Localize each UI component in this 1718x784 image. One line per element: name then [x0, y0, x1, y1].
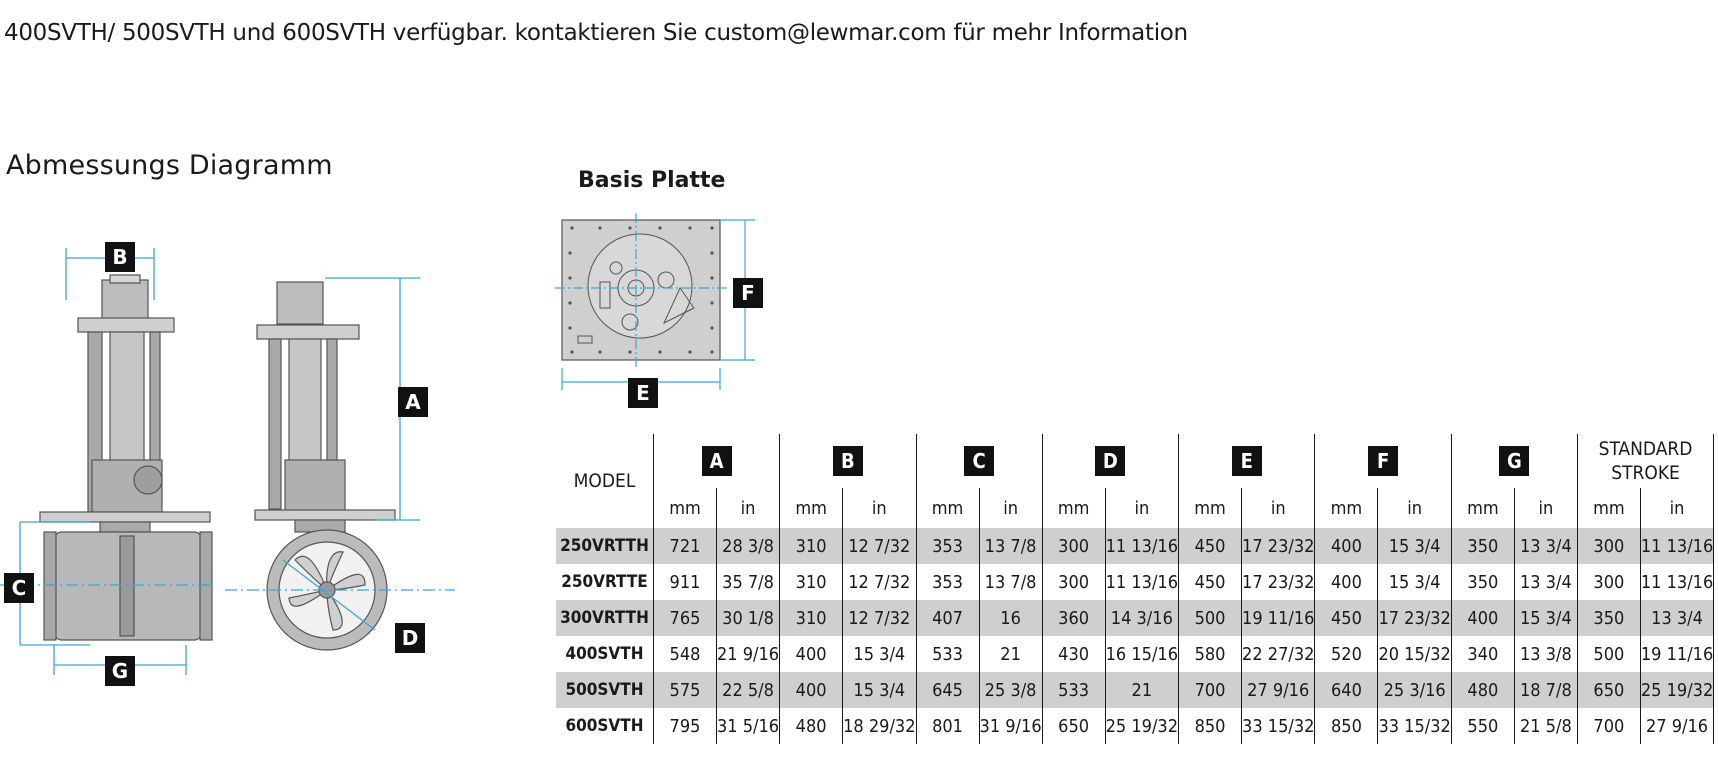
- column-group-standard-stroke: STANDARD STROKE: [1577, 434, 1713, 488]
- value-mm-cell: 400: [1451, 600, 1514, 636]
- value-in-cell: 25 19/32: [1105, 708, 1178, 744]
- value-in-cell: 11 13/16: [1105, 528, 1178, 564]
- column-group-e: E: [1179, 434, 1315, 488]
- value-in-cell: 33 15/32: [1378, 708, 1451, 744]
- value-mm-cell: 640: [1315, 672, 1378, 708]
- value-mm-cell: 645: [916, 672, 979, 708]
- model-header: MODEL: [573, 470, 636, 492]
- model-cell: 250VRTTE: [561, 572, 648, 592]
- unit-mm-header: mm: [1042, 488, 1105, 528]
- value-mm-cell: 700: [1577, 708, 1640, 744]
- value-in-cell: 11 13/16: [1105, 564, 1178, 600]
- value-mm-cell: 480: [1451, 672, 1514, 708]
- unit-mm-header: mm: [654, 488, 717, 528]
- value-mm-cell: 300: [1577, 564, 1640, 600]
- column-group-a: A: [654, 434, 780, 488]
- dimension-label-d: D: [395, 623, 425, 653]
- unit-header-row: [556, 488, 1714, 528]
- unit-in-header: in: [1242, 488, 1315, 528]
- value-mm-cell: 353: [916, 564, 979, 600]
- section-title: Abmessungs Diagramm: [6, 150, 333, 181]
- value-mm-cell: 360: [1042, 600, 1105, 636]
- value-mm-cell: 850: [1179, 708, 1242, 744]
- value-in-cell: 13 3/8: [1514, 636, 1577, 672]
- model-cell: 250VRTTH: [556, 528, 654, 564]
- value-mm-cell: 500: [1577, 636, 1640, 672]
- unit-in-header: in: [1514, 488, 1577, 528]
- value-in-cell: 11 13/16: [1640, 564, 1713, 600]
- value-in-cell: 13 3/4: [1514, 528, 1577, 564]
- unit-in-header: in: [1378, 488, 1451, 528]
- unit-in-header: in: [979, 488, 1042, 528]
- column-group-b: B: [780, 434, 916, 488]
- unit-mm-header: mm: [780, 488, 843, 528]
- value-mm-cell: 548: [654, 636, 717, 672]
- value-in-cell: 12 7/32: [843, 528, 916, 564]
- value-mm-cell: 350: [1451, 528, 1514, 564]
- thruster-side-view: [255, 270, 455, 690]
- availability-note: 400SVTH/ 500SVTH und 600SVTH verfügbar. kontaktieren Sie custom@lewmar.com für mehr Information: [4, 20, 1188, 46]
- value-in-cell: 15 3/4: [1378, 564, 1451, 600]
- value-mm-cell: 533: [1042, 672, 1105, 708]
- dimension-label-c: C: [4, 573, 34, 603]
- value-in-cell: 19 11/16: [1242, 600, 1315, 636]
- value-mm-cell: 350: [1451, 564, 1514, 600]
- value-in-cell: 16: [979, 600, 1042, 636]
- value-in-cell: 33 15/32: [1242, 708, 1315, 744]
- unit-mm-header: mm: [1577, 488, 1640, 528]
- value-mm-cell: 450: [1179, 528, 1242, 564]
- value-mm-cell: 850: [1315, 708, 1378, 744]
- model-cell: 500SVTH: [556, 672, 654, 708]
- value-mm-cell: 533: [916, 636, 979, 672]
- value-in-cell: 25 19/32: [1640, 672, 1713, 708]
- value-mm-cell: 450: [1179, 564, 1242, 600]
- value-mm-cell: 300: [1577, 528, 1640, 564]
- unit-in-header: in: [1640, 488, 1713, 528]
- value-in-cell: 17 23/32: [1242, 564, 1315, 600]
- value-mm-cell: 400: [1315, 528, 1378, 564]
- value-in-cell: 27 9/16: [1640, 708, 1713, 744]
- unit-in-header: in: [843, 488, 916, 528]
- dimension-label-b: B: [105, 242, 135, 272]
- unit-mm-header: mm: [1451, 488, 1514, 528]
- value-mm-cell: 310: [780, 600, 843, 636]
- value-mm-cell: 575: [654, 672, 717, 708]
- value-in-cell: 27 9/16: [1242, 672, 1315, 708]
- column-group-g: G: [1451, 434, 1577, 488]
- value-in-cell: 22 5/8: [717, 672, 780, 708]
- value-mm-cell: 700: [1179, 672, 1242, 708]
- value-mm-cell: 580: [1179, 636, 1242, 672]
- value-in-cell: 31 9/16: [979, 708, 1042, 744]
- value-in-cell: 30 1/8: [717, 600, 780, 636]
- unit-mm-header: mm: [1179, 488, 1242, 528]
- column-group-c: C: [916, 434, 1042, 488]
- value-mm-cell: 500: [1179, 600, 1242, 636]
- dimension-label-a: A: [398, 387, 428, 417]
- value-in-cell: 15 3/4: [1514, 600, 1577, 636]
- table-row: [556, 672, 1714, 708]
- thruster-front-view: [30, 240, 260, 700]
- unit-in-header: in: [1105, 488, 1178, 528]
- value-in-cell: 21: [979, 636, 1042, 672]
- value-in-cell: 21 5/8: [1514, 708, 1577, 744]
- table-row: [556, 636, 1714, 672]
- base-plate-title: Basis Platte: [578, 168, 726, 193]
- value-mm-cell: 400: [780, 672, 843, 708]
- model-cell: 300VRTTH: [556, 600, 654, 636]
- base-plate-drawing: [560, 218, 760, 388]
- value-mm-cell: 310: [780, 564, 843, 600]
- value-mm-cell: 650: [1577, 672, 1640, 708]
- column-group-d: D: [1042, 434, 1178, 488]
- value-in-cell: 12 7/32: [843, 600, 916, 636]
- value-mm-cell: 520: [1315, 636, 1378, 672]
- value-mm-cell: 300: [1042, 528, 1105, 564]
- value-mm-cell: 795: [654, 708, 717, 744]
- value-in-cell: 28 3/8: [717, 528, 780, 564]
- value-in-cell: 15 3/4: [843, 672, 916, 708]
- dimension-label-f: F: [733, 278, 763, 308]
- value-mm-cell: 480: [780, 708, 843, 744]
- unit-in-header: in: [717, 488, 780, 528]
- unit-mm-header: mm: [916, 488, 979, 528]
- dimension-label-e: E: [628, 378, 658, 408]
- dimensions-table: [556, 434, 1714, 744]
- model-cell: 400SVTH: [565, 644, 644, 664]
- value-in-cell: 25 3/16: [1378, 672, 1451, 708]
- model-cell: 600SVTH: [565, 716, 644, 736]
- table-row: [556, 528, 1714, 564]
- table-row: [556, 708, 1714, 744]
- value-in-cell: 17 23/32: [1242, 528, 1315, 564]
- value-mm-cell: 911: [654, 564, 717, 600]
- value-mm-cell: 340: [1451, 636, 1514, 672]
- value-in-cell: 18 7/8: [1514, 672, 1577, 708]
- value-mm-cell: 353: [916, 528, 979, 564]
- value-in-cell: 25 3/8: [979, 672, 1042, 708]
- value-in-cell: 15 3/4: [1378, 528, 1451, 564]
- value-mm-cell: 400: [780, 636, 843, 672]
- value-mm-cell: 400: [1315, 564, 1378, 600]
- value-in-cell: 14 3/16: [1105, 600, 1178, 636]
- value-mm-cell: 300: [1042, 564, 1105, 600]
- value-in-cell: 35 7/8: [717, 564, 780, 600]
- value-in-cell: 15 3/4: [843, 636, 916, 672]
- dimension-label-g: G: [105, 656, 135, 686]
- value-in-cell: 13 3/4: [1514, 564, 1577, 600]
- value-mm-cell: 765: [654, 600, 717, 636]
- value-in-cell: 19 11/16: [1640, 636, 1713, 672]
- value-mm-cell: 801: [916, 708, 979, 744]
- value-mm-cell: 721: [654, 528, 717, 564]
- value-mm-cell: 430: [1042, 636, 1105, 672]
- value-in-cell: 11 13/16: [1640, 528, 1713, 564]
- value-in-cell: 13 7/8: [979, 564, 1042, 600]
- column-group-f: F: [1315, 434, 1451, 488]
- value-mm-cell: 310: [780, 528, 843, 564]
- value-in-cell: 17 23/32: [1378, 600, 1451, 636]
- value-mm-cell: 650: [1042, 708, 1105, 744]
- value-in-cell: 12 7/32: [843, 564, 916, 600]
- table-row: [556, 600, 1714, 636]
- value-mm-cell: 450: [1315, 600, 1378, 636]
- value-in-cell: 21 9/16: [717, 636, 780, 672]
- value-mm-cell: 350: [1577, 600, 1640, 636]
- value-in-cell: 20 15/32: [1378, 636, 1451, 672]
- value-in-cell: 13 7/8: [979, 528, 1042, 564]
- value-in-cell: 18 29/32: [843, 708, 916, 744]
- table-body: [556, 528, 1714, 744]
- value-in-cell: 13 3/4: [1640, 600, 1713, 636]
- value-mm-cell: 407: [916, 600, 979, 636]
- value-in-cell: 31 5/16: [717, 708, 780, 744]
- table-row: [556, 564, 1714, 600]
- value-mm-cell: 550: [1451, 708, 1514, 744]
- value-in-cell: 16 15/16: [1105, 636, 1178, 672]
- unit-mm-header: mm: [1315, 488, 1378, 528]
- value-in-cell: 21: [1105, 672, 1178, 708]
- value-in-cell: 22 27/32: [1242, 636, 1315, 672]
